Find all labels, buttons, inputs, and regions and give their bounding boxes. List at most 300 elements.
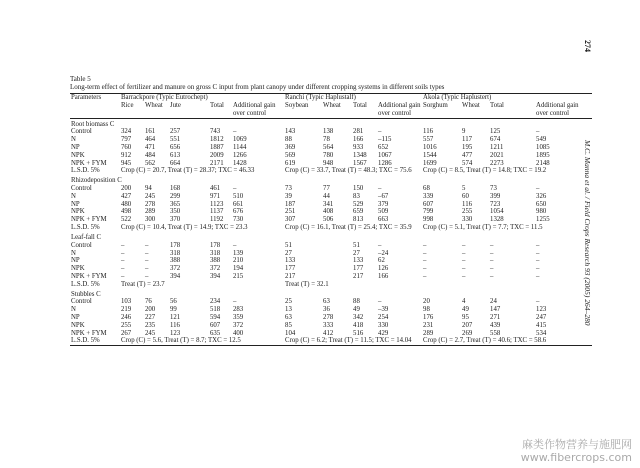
col-header: Soybean (285, 101, 309, 109)
table-cell: – (423, 257, 427, 265)
table-cell: 1544 (423, 151, 437, 159)
table-cell: 139 (233, 249, 244, 257)
table-cell: 278 (323, 314, 334, 322)
table-cell: 63 (285, 314, 292, 322)
table-cell: 281 (353, 128, 364, 136)
table-cell: – (423, 272, 427, 280)
table-cell: 948 (323, 159, 334, 167)
table-cell: 370 (170, 216, 181, 224)
table-cell (322, 257, 352, 265)
table-cell: –24 (378, 249, 389, 257)
spacer-cell (513, 152, 535, 160)
spacer-cell (513, 265, 535, 273)
spacer-cell (513, 128, 535, 136)
table-cell: 68 (423, 185, 430, 193)
table-cell: 388 (210, 257, 221, 265)
lsd-value (422, 281, 592, 289)
table-cell: – (121, 241, 125, 249)
lsd-row (70, 281, 592, 289)
table-row (70, 160, 592, 168)
group-header: Barrackpore (Typic Eutrochept) (121, 94, 208, 102)
table-cell: 78 (323, 136, 330, 144)
table-cell: 439 (490, 321, 501, 329)
table-cell: 372 (233, 321, 244, 329)
table-row (70, 136, 592, 144)
table-cell: – (490, 257, 494, 265)
table-cell: – (121, 249, 125, 257)
table-cell: 27 (353, 249, 360, 257)
table-cell: 619 (285, 159, 296, 167)
table-cell: 333 (323, 321, 334, 329)
table-cell (322, 242, 352, 250)
table-cell: 664 (170, 159, 181, 167)
table-row (70, 257, 592, 265)
row-label: Control (71, 298, 92, 306)
table-cell: 415 (536, 321, 547, 329)
table-cell: 562 (145, 159, 156, 167)
table-cell: 49 (462, 306, 469, 314)
table-cell: 217 (285, 272, 296, 280)
table-cell: 613 (170, 151, 181, 159)
table-cell: – (233, 298, 237, 306)
table-cell: 379 (378, 200, 389, 208)
table-cell: 88 (285, 136, 292, 144)
table-cell: –67 (378, 192, 389, 200)
table-cell: – (536, 257, 540, 265)
section-title: Leaf-fall C (71, 233, 102, 241)
table-cell: 723 (490, 200, 501, 208)
table-cell: – (536, 241, 540, 249)
row-label: NPK (71, 321, 85, 329)
table-row (70, 208, 592, 216)
table-cell: 461 (210, 185, 221, 193)
table-cell: 341 (323, 200, 334, 208)
table-cell: 2009 (210, 151, 224, 159)
table-cell: 4 (462, 298, 466, 306)
table-cell: – (423, 249, 427, 257)
table-cell: – (423, 241, 427, 249)
table-cell: 25 (285, 298, 292, 306)
spacer-cell (513, 242, 535, 250)
table-cell: – (462, 257, 466, 265)
table-cell: – (536, 298, 540, 306)
table-cell: 125 (490, 128, 501, 136)
table-cell: 116 (462, 200, 472, 208)
table-cell: – (536, 265, 540, 273)
section-title: Stubbles C (71, 290, 101, 298)
table-cell: 104 (285, 329, 296, 337)
watermark-line2: www.fibercrops.com (520, 450, 632, 464)
table-cell: 99 (170, 306, 177, 314)
table-cell: 1137 (210, 208, 224, 216)
group-header: Ranchi (Typic Haplustalf) (285, 94, 356, 102)
table-cell: 166 (353, 136, 364, 144)
table-cell: 912 (121, 151, 132, 159)
table-cell: 300 (145, 216, 156, 224)
table-cell: 1069 (233, 136, 247, 144)
subheader-row (70, 102, 592, 118)
table-cell: 1812 (210, 136, 224, 144)
group-header: Akola (Typic Haplustert) (423, 94, 492, 102)
table-cell: 94 (145, 185, 152, 193)
table-cell: 123 (536, 306, 547, 314)
table-cell: 484 (145, 151, 156, 159)
col-header: Additional gain over control (233, 101, 276, 117)
table-cell: 1348 (353, 151, 367, 159)
row-label: NPK (71, 151, 85, 159)
spacer-cell (513, 185, 535, 193)
table-row (70, 152, 592, 160)
section-title: Rhizodeposition C (71, 177, 122, 185)
table-cell: 178 (170, 241, 181, 249)
table-cell: 269 (462, 329, 473, 337)
col-header: Jute (170, 101, 181, 109)
table-cell: 246 (121, 314, 132, 322)
table-cell: 574 (462, 159, 473, 167)
watermark (521, 438, 632, 464)
spacer-cell (513, 193, 535, 201)
col-header: Wheat (323, 101, 341, 109)
table-cell: 399 (490, 192, 501, 200)
table-cell: 307 (285, 216, 296, 224)
table-cell: 1067 (378, 151, 392, 159)
table-cell: 98 (423, 306, 430, 314)
table-cell: 607 (423, 200, 434, 208)
table-cell: 418 (353, 321, 364, 329)
table-cell (322, 265, 352, 273)
table-cell: 219 (121, 306, 132, 314)
table-cell: – (378, 298, 382, 306)
col-header: Rice (121, 101, 134, 109)
table-cell: 464 (145, 136, 156, 144)
table-cell: – (233, 128, 237, 136)
col-header: Total (490, 101, 504, 109)
spacer-cell (513, 160, 535, 168)
row-label: Control (71, 128, 92, 136)
row-label: Control (71, 241, 92, 249)
table-cell: 510 (233, 192, 244, 200)
table-cell (322, 273, 352, 281)
table-cell: 178 (210, 241, 221, 249)
table-cell: 9 (462, 128, 466, 136)
section-title-row (70, 119, 592, 129)
table-cell: 394 (170, 272, 181, 280)
table-caption: Long-term effect of fertilizer and manure on gross C input from plant canopy under different cropping systems in different soils types (70, 83, 445, 92)
table-cell: 133 (353, 257, 364, 265)
table-row (70, 330, 592, 338)
table-cell: 780 (323, 151, 334, 159)
table-cell: 217 (353, 272, 364, 280)
table-cell: 522 (121, 216, 132, 224)
row-label: NP (71, 257, 80, 265)
table-cell: 168 (170, 185, 181, 193)
row-label: NP (71, 143, 80, 151)
table-cell: 116 (423, 128, 433, 136)
data-table (70, 94, 592, 345)
lsd-row (70, 337, 592, 345)
table-cell: 271 (490, 314, 501, 322)
table-cell: 194 (233, 265, 244, 273)
table-cell: – (233, 185, 237, 193)
table-cell: 394 (210, 272, 221, 280)
table-cell: 1266 (233, 151, 247, 159)
table-cell: 799 (423, 208, 434, 216)
row-label: NP (71, 200, 80, 208)
table-cell: 594 (210, 314, 221, 322)
table-cell: – (121, 265, 125, 273)
table-cell: 13 (285, 306, 292, 314)
spacer-cell (513, 257, 535, 265)
table-cell: – (536, 128, 540, 136)
table-cell: 150 (353, 185, 364, 193)
table-cell: 730 (233, 216, 244, 224)
table-cell: 2021 (490, 151, 504, 159)
col-header: Additional gain over control (536, 101, 579, 117)
table-cell: 234 (210, 298, 221, 306)
row-label: NPK + FYM (71, 159, 107, 167)
lsd-value: Crop (C) = 2.7, Treat (T) = 40.6; TXC = 58.6 (423, 337, 547, 345)
table-cell: 760 (121, 143, 132, 151)
table-cell: 267 (121, 329, 132, 337)
table-cell: 103 (121, 298, 132, 306)
lsd-row (70, 224, 592, 232)
table-cell: 1286 (378, 159, 392, 167)
lsd-label: L.S.D. 5% (71, 167, 100, 175)
spacer-cell (513, 322, 535, 330)
table-cell: 215 (233, 272, 244, 280)
table-cell: 200 (145, 306, 156, 314)
section-title-row (70, 175, 592, 185)
table-cell: 27 (285, 249, 292, 257)
table-cell: 1144 (233, 143, 247, 151)
table-cell: – (462, 272, 466, 280)
table-cell: 372 (210, 265, 221, 273)
table-cell: 569 (285, 151, 296, 159)
table-cell: 549 (536, 136, 547, 144)
spacer-cell (513, 273, 535, 281)
table-cell: 255 (462, 208, 473, 216)
lsd-value: Crop (C) = 8.5, Treat (T) = 14.8; TXC = 19.2 (423, 167, 547, 175)
table-cell: 95 (462, 314, 469, 322)
row-label: N (71, 192, 76, 200)
table-cell: 63 (323, 298, 330, 306)
table-cell: 257 (170, 128, 181, 136)
table-cell: 1211 (490, 143, 504, 151)
table-cell: –39 (378, 306, 389, 314)
table-cell: 56 (170, 298, 177, 306)
table-cell: 557 (423, 136, 434, 144)
table-row (70, 298, 592, 306)
table-cell: – (490, 265, 494, 273)
watermark-line1: 麻类作物营养与施肥网 (522, 437, 632, 451)
table-cell: 299 (170, 192, 181, 200)
table-cell: – (378, 185, 382, 193)
table-cell: – (462, 249, 466, 257)
table-cell: 2171 (210, 159, 224, 167)
table-cell: 342 (353, 314, 364, 322)
table-cell: 235 (145, 321, 156, 329)
table-cell: 564 (323, 143, 334, 151)
table-cell: 518 (210, 306, 221, 314)
table-cell: – (145, 257, 149, 265)
spacer-cell (513, 330, 535, 338)
table-cell: 1255 (536, 216, 550, 224)
table-cell: 2148 (536, 159, 550, 167)
table-cell: – (490, 241, 494, 249)
table-cell: 558 (490, 329, 501, 337)
table-row (70, 265, 592, 273)
lsd-value: Crop (C) = 5.6, Treat (T) = 8.7; TXC = 12.5 (121, 337, 241, 345)
table-cell: – (121, 272, 125, 280)
table-cell: 429 (378, 329, 389, 337)
spacer-cell (513, 314, 535, 322)
table-label: Table 5 (70, 75, 91, 83)
table-cell: 506 (323, 216, 334, 224)
table-cell: 980 (536, 208, 547, 216)
table-cell: 147 (490, 306, 501, 314)
table-cell: 200 (121, 185, 132, 193)
table-cell: 1699 (423, 159, 437, 167)
table-cell: – (145, 241, 149, 249)
table-cell: 36 (323, 306, 330, 314)
table-cell: 1887 (210, 143, 224, 151)
table-cell: 498 (121, 208, 132, 216)
table-cell: – (121, 257, 125, 265)
table-cell: 177 (285, 265, 296, 273)
table-cell: 51 (285, 241, 292, 249)
spacer-cell (513, 208, 535, 216)
table-cell: – (462, 265, 466, 273)
table-cell: – (145, 249, 149, 257)
row-label: N (71, 136, 76, 144)
table-cell: 245 (145, 192, 156, 200)
table-cell: 945 (121, 159, 132, 167)
table-cell: 117 (462, 136, 472, 144)
lsd-label: L.S.D. 5% (71, 280, 100, 288)
table-cell: 400 (233, 329, 244, 337)
param-header: Parameters (71, 94, 102, 102)
table-cell: 372 (170, 265, 181, 273)
table-cell: 998 (423, 216, 434, 224)
table-cell: 123 (170, 329, 181, 337)
table-row (70, 273, 592, 281)
table-cell: 1192 (210, 216, 224, 224)
table-cell: –115 (378, 136, 392, 144)
table-cell: 126 (378, 265, 389, 273)
table-cell: 635 (210, 329, 221, 337)
col-header: Total (210, 101, 224, 109)
lsd-value: Crop (C) = 6.2; Treat (T) = 11.5; TXC = 14.04 (285, 337, 412, 345)
table-cell: 676 (233, 208, 244, 216)
table-cell: – (490, 272, 494, 280)
table-cell: 369 (285, 143, 296, 151)
table-cell: 339 (423, 192, 434, 200)
table-cell: 138 (323, 128, 334, 136)
table-cell: 652 (378, 143, 389, 151)
table-cell: 408 (323, 208, 334, 216)
table-cell: 161 (145, 128, 156, 136)
table-row (70, 322, 592, 330)
table-cell: 289 (423, 329, 434, 337)
table-cell: 60 (462, 192, 469, 200)
table-cell: 318 (210, 249, 221, 257)
table-cell: 388 (170, 257, 181, 265)
table-cell: 350 (170, 208, 181, 216)
table-cell (322, 250, 352, 258)
section-title-row (70, 289, 592, 299)
table-cell: 477 (462, 151, 473, 159)
table-row (70, 128, 592, 136)
journal-citation: M.C. Manna et al. / Field Crops Research 93 (2005) 264–280 (583, 140, 592, 326)
col-header: Sorghum (423, 101, 448, 109)
table-cell: 365 (170, 200, 181, 208)
table-cell: 177 (353, 265, 364, 273)
lsd-value: Crop (C) = 16.1, Treat (T) = 25.4; TXC = 35.9 (285, 224, 412, 232)
page-margin-note (583, 40, 610, 400)
table-cell: 471 (145, 143, 156, 151)
table-row (70, 306, 592, 314)
table-container (70, 75, 592, 346)
table-cell: 1567 (353, 159, 367, 167)
bottom-rule (70, 345, 592, 346)
table-row (70, 185, 592, 193)
table-cell: – (536, 185, 540, 193)
lsd-value: Treat (T) = 32.1 (285, 280, 329, 288)
table-cell: 480 (121, 200, 132, 208)
table-cell: 5 (462, 185, 466, 193)
table-cell: – (536, 272, 540, 280)
table-cell: – (423, 265, 427, 273)
spacer-cell (513, 306, 535, 314)
table-cell: – (536, 249, 540, 257)
row-label: NPK (71, 208, 85, 216)
table-cell: 330 (378, 321, 389, 329)
row-label: NPK (71, 265, 85, 273)
table-cell: 62 (378, 257, 385, 265)
table-cell: 656 (170, 143, 181, 151)
row-label: NPK + FYM (71, 329, 107, 337)
lsd-label: L.S.D. 5% (71, 224, 100, 232)
table-cell: 227 (145, 314, 156, 322)
table-cell: 427 (121, 192, 132, 200)
table-cell: 359 (233, 314, 244, 322)
table-cell: 283 (233, 306, 244, 314)
table-cell: 49 (353, 306, 360, 314)
table-cell: 2273 (490, 159, 504, 167)
row-label: Control (71, 185, 92, 193)
table-cell: 207 (462, 321, 473, 329)
spacer-cell (513, 216, 535, 224)
table-cell: 650 (536, 200, 547, 208)
table-cell: 509 (378, 208, 389, 216)
table-cell: 254 (378, 314, 389, 322)
table-cell: 176 (423, 314, 434, 322)
table-cell: 289 (145, 208, 156, 216)
table-cell: – (145, 272, 149, 280)
table-cell: 797 (121, 136, 132, 144)
table-cell: 324 (121, 128, 132, 136)
table-cell: 933 (353, 143, 364, 151)
col-header: Wheat (145, 101, 163, 109)
lsd-label: L.S.D. 5% (71, 337, 100, 345)
table-cell: 534 (536, 329, 547, 337)
table-row (70, 144, 592, 152)
lsd-value: Crop (C) = 5.1, Treat (T) = 7.7; TXC = 11.5 (423, 224, 543, 232)
page-number: 274 (583, 40, 592, 52)
table-cell: 971 (210, 192, 221, 200)
table-cell: 607 (210, 321, 221, 329)
table-cell: 39 (285, 192, 292, 200)
